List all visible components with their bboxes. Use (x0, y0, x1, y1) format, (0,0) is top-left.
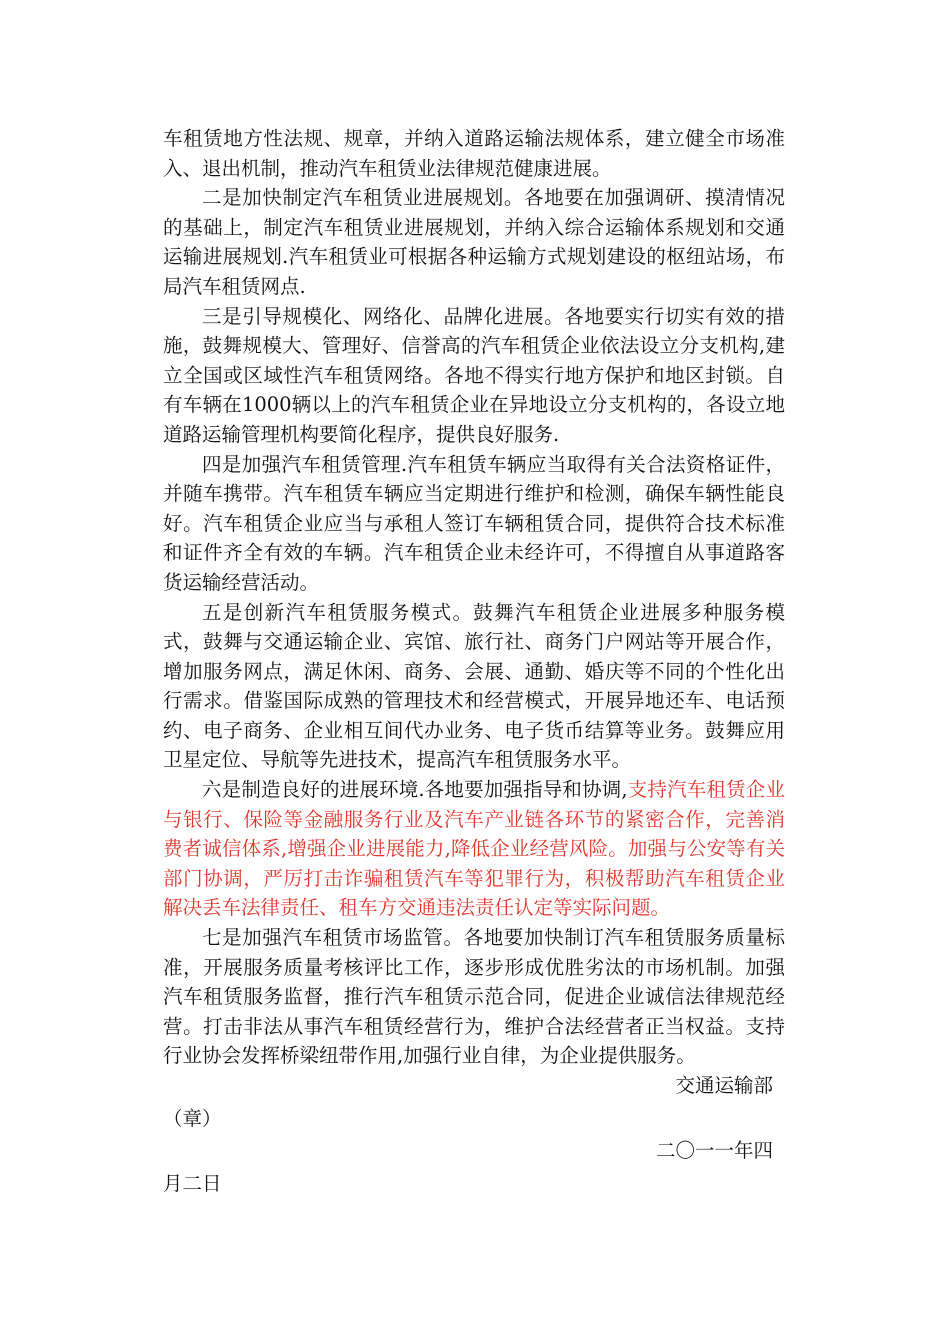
document-body (163, 124, 785, 1198)
signature-date-line1: 二〇一一年四 (655, 1139, 773, 1163)
signature-date-line2: 月二日 (163, 1171, 222, 1195)
paragraph-item-6-text: 六是制造良好的进展环境.各地要加强指导和协调, (202, 778, 628, 802)
paragraph-item-5: 五是创新汽车租赁服务模式。鼓舞汽车租赁企业进展多种服务模式，鼓舞与交通运输企业、宾馆、旅行社、商务门户网站等开展合作，增加服务网点，满足休闲、商务、会展、通勤、婚庆等不同的个性化出行需求。借鉴国际成熟的管理技术和经营模式，开展异地还车、电话预约、电子商务、企业相互间代办业务、电子货币结算等业务。鼓舞应用卫星定位、导航等先进技术，提高汽车租赁服务水平。 (163, 600, 785, 772)
paragraph-item-4: 四是加强汽车租赁管理.汽车租赁车辆应当取得有关合法资格证件，并随车携带。汽车租赁车辆应当定期进行维护和检测，确保车辆性能良好。汽车租赁企业应当与承租人签订车辆租赁合同，提供符合技术标准和证件齐全有效的车辆。汽车租赁企业未经许可，不得擅自从事道路客货运输经营活动。 (163, 452, 785, 594)
paragraph-item-2: 二是加快制定汽车租赁业进展规划。各地要在加强调研、摸清情况的基础上，制定汽车租赁业进展规划，并纳入综合运输体系规划和交通运输进展规划.汽车租赁业可根据各种运输方式规划建设的枢纽站场，布局汽车租赁网点. (163, 186, 785, 298)
paragraph-item-6-highlight: 支持汽车租赁企业与银行、保险等金融服务行业及汽车产业链各环节的紧密合作，完善消费者诚信体系,增强企业进展能力,降低企业经营风险。加强与公安等有关部门协调，严厉打击诈骗租赁汽车等犯罪行为，积极帮助汽车租赁企业解决丢车法律责任、租车方交通违法责任认定等实际问题。 (163, 778, 785, 920)
paragraph-item-7: 七是加强汽车租赁市场监管。各地要加快制订汽车租赁服务质量标准，开展服务质量考核评比工作，逐步形成优胜劣汰的市场机制。加强汽车租赁服务监督，推行汽车租赁示范合同，促进企业诚信法律规范经营。打击非法从事汽车租赁经营行为，维护合法经营者正当权益。支持行业协会发挥桥梁纽带作用,加强行业自律，为企业提供服务。 (163, 926, 785, 1068)
signature-seal: （章） (163, 1106, 222, 1130)
paragraph-item-3: 三是引导规模化、网络化、品牌化进展。各地要实行切实有效的措施，鼓舞规模大、管理好、信誉高的汽车租赁企业依法设立分支机构,建立全国或区域性汽车租赁网络。各地不得实行地方保护和地区封锁。自有车辆在1000辆以上的汽车租赁企业在异地设立分支机构的，各设立地道路运输管理机构要简化程序，提供良好服务. (163, 304, 785, 446)
signature-issuer: 交通运输部 (675, 1074, 773, 1097)
paragraph-item-6 (163, 775, 785, 923)
paragraph-continuation: 车租赁地方性法规、规章，并纳入道路运输法规体系，建立健全市场准入、退出机制，推动汽车租赁业法律规范健康进展。 (163, 127, 785, 180)
